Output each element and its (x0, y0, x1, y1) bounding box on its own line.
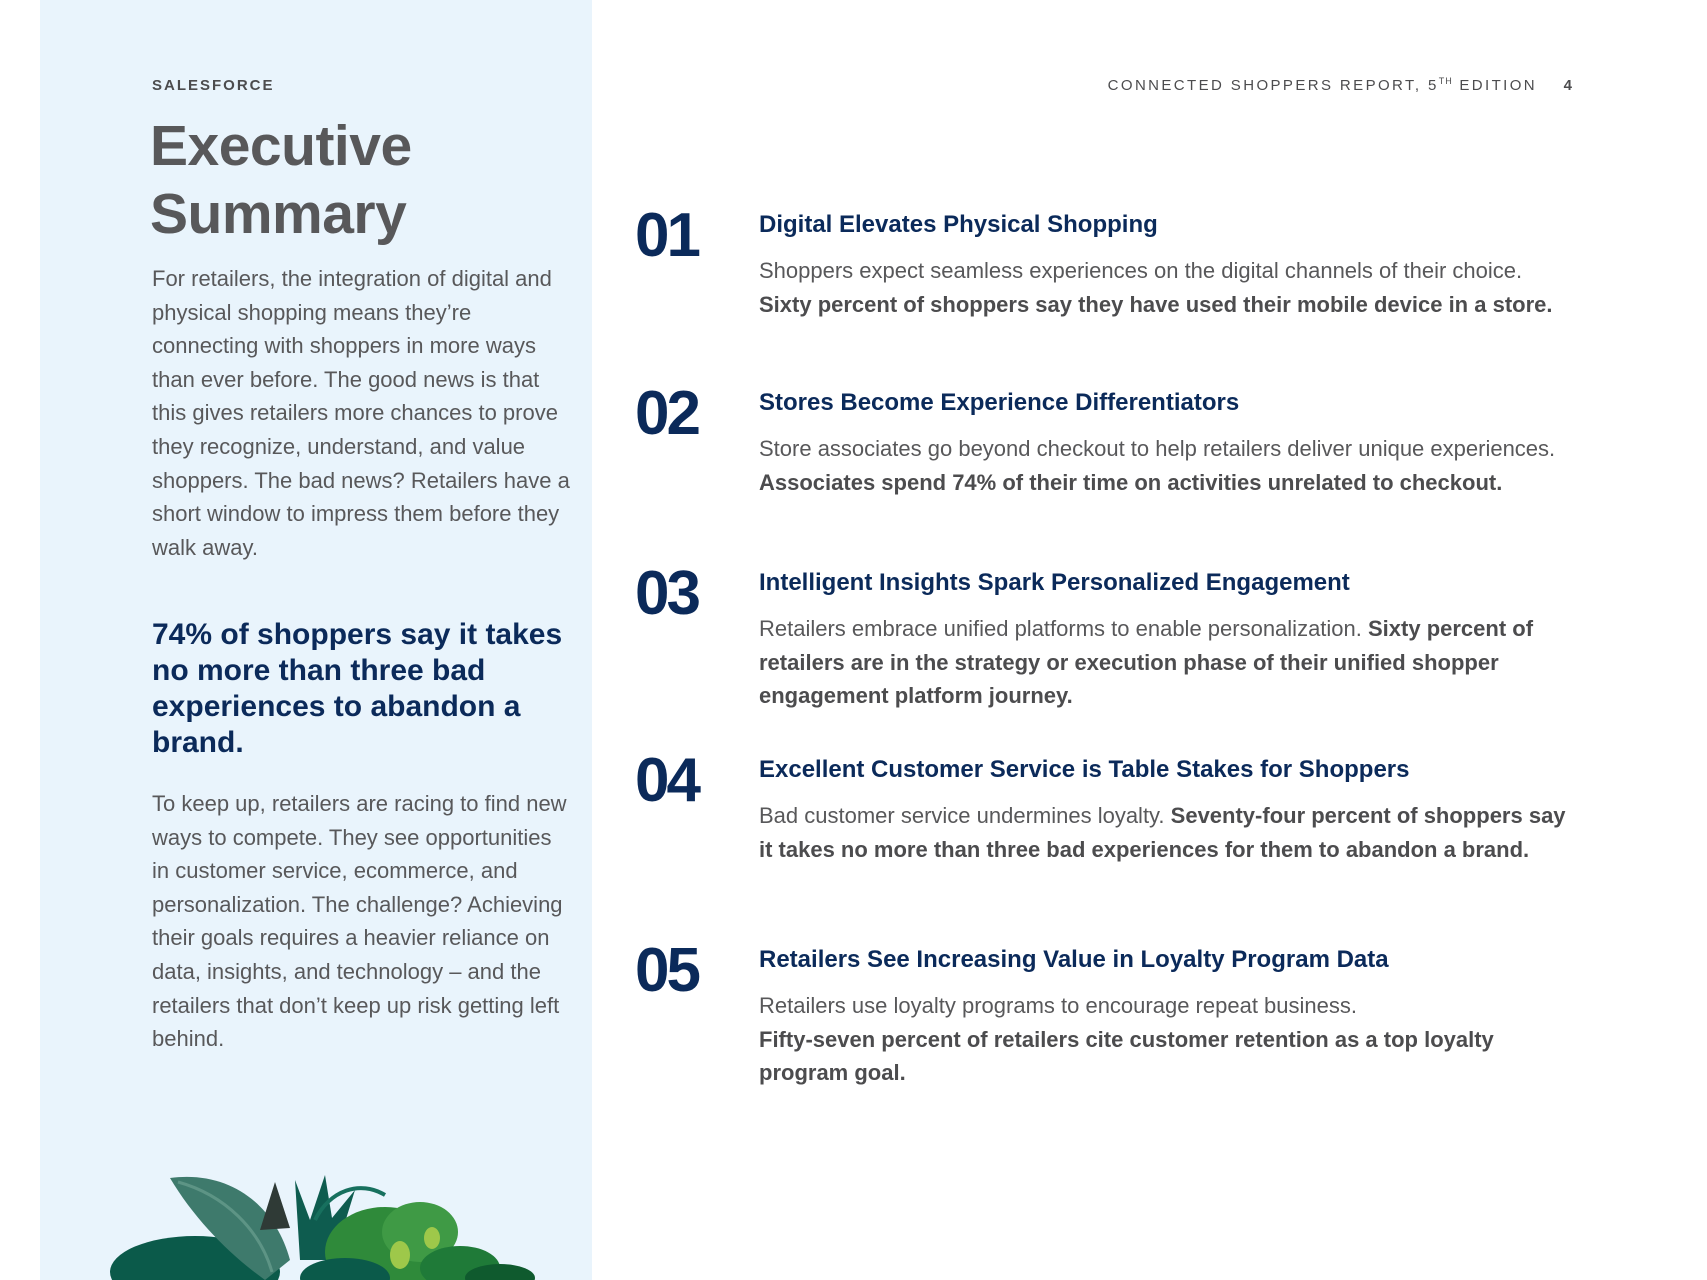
finding-body (759, 432, 1579, 499)
finding-title: Digital Elevates Physical Shopping (759, 211, 1158, 238)
brand-name: SALESFORCE (152, 77, 275, 94)
finding-body (759, 612, 1579, 713)
finding-number: 05 (635, 936, 698, 1005)
finding-title: Intelligent Insights Spark Personalized Engagement (759, 569, 1350, 596)
intro-paragraph: For retailers, the integration of digital and physical shopping means they’re connecting with shoppers in more ways than ever before. The good news is that this gives retailers more chances to prove they recognize, understand, and value shoppers. The bad news? Retailers have a short window to impress them before they walk away. (152, 266, 570, 560)
finding-number: 03 (635, 559, 698, 628)
title-line-1: Executive (150, 114, 412, 178)
report-title-sup: TH (1438, 76, 1453, 86)
finding-body-bold: Sixty percent of shoppers say they have used their mobile device in a store. (759, 291, 1553, 317)
finding-title: Stores Become Experience Differentiators (759, 389, 1240, 416)
finding-body-plain: Shoppers expect seamless experiences on the digital channels of their choice. (759, 258, 1523, 283)
finding-item (635, 201, 1580, 355)
finding-body-bold: Fifty-seven percent of retailers cite customer retention as a top loyalty program goal. (759, 1026, 1494, 1086)
report-title-suffix: EDITION (1452, 77, 1537, 94)
finding-body (759, 254, 1579, 321)
finding-body (759, 799, 1579, 866)
finding-title: Excellent Customer Service is Table Stakes for Shoppers (759, 756, 1410, 783)
finding-body-plain: Bad customer service undermines loyalty. (759, 803, 1171, 828)
finding-number: 04 (635, 746, 698, 815)
finding-body-plain: Retailers embrace unified platforms to enable personalization. (759, 616, 1368, 641)
plant-illustration (100, 1160, 550, 1280)
finding-body-plain: Store associates go beyond checkout to help retailers deliver unique experiences. (759, 436, 1556, 461)
finding-body-bold: Seventy-four percent of shoppers say it takes no more than three bad experiences for them to abandon a brand. (759, 803, 1566, 862)
page-number: 4 (1563, 77, 1572, 94)
finding-body (759, 989, 1579, 1090)
page-title (150, 112, 570, 248)
finding-item (635, 936, 1580, 1090)
report-title (1108, 77, 1537, 94)
finding-item (635, 746, 1580, 900)
outro-paragraph: To keep up, retailers are racing to find new ways to compete. They see opportunities in customer service, ecommerce, and personalization. The challenge? Achieving their goals requires a heavier reliance on data, insights, and technology – and the retailers that don’t keep up risk getting left behind. (152, 791, 567, 1052)
finding-number: 01 (635, 201, 698, 270)
finding-title: Retailers See Increasing Value in Loyalty Program Data (759, 946, 1389, 973)
report-title-prefix: CONNECTED SHOPPERS REPORT, 5 (1107, 77, 1439, 94)
finding-item (635, 559, 1580, 713)
finding-item (635, 379, 1580, 533)
finding-body-bold: Associates spend 74% of their time on activities unrelated to checkout. (759, 469, 1503, 495)
finding-number: 02 (635, 379, 698, 448)
finding-body-bold: Sixty percent of retailers are in the strategy or execution phase of their unified shopper engagement platform journey. (759, 616, 1534, 709)
callout-stat: 74% of shoppers say it takes no more than three bad experiences to abandon a brand. (152, 618, 563, 759)
finding-body-plain: Retailers use loyalty programs to encourage repeat business. (759, 993, 1357, 1018)
title-line-2: Summary (150, 182, 407, 246)
